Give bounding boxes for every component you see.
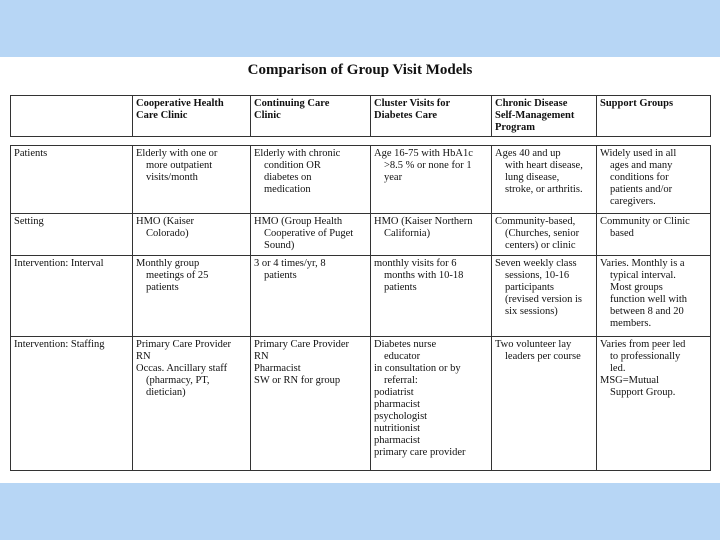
table-cell <box>597 256 711 336</box>
cell-line: Support Group. <box>610 386 676 398</box>
column-header-line: Support Groups <box>600 98 674 109</box>
table-cell <box>371 256 492 336</box>
cell-line: nutritionist <box>374 422 421 434</box>
table-row <box>11 146 711 214</box>
cell-line: Primary Care Provider <box>136 338 232 350</box>
table-cell <box>133 146 251 214</box>
cell-line: diabetes on <box>264 172 312 184</box>
cell-line: centers) or clinic <box>505 240 576 252</box>
cell-line: patients and/or <box>610 184 673 196</box>
column-header <box>492 96 597 137</box>
column-header <box>133 96 251 137</box>
table-cell <box>371 336 492 470</box>
cell-line: patients <box>146 282 179 294</box>
table-cell <box>251 336 371 470</box>
table-cell <box>492 336 597 470</box>
column-header-line: Cluster Visits for <box>374 98 451 109</box>
cell-line: Widely used in all <box>600 148 677 160</box>
cell-line: referral: <box>384 374 418 386</box>
column-header-line: Program <box>495 122 536 133</box>
table-cell <box>371 214 492 256</box>
cell-line: educator <box>384 350 421 362</box>
cell-line: patients <box>384 282 417 294</box>
cell-line: monthly visits for 6 <box>374 258 457 270</box>
cell-line: dietician) <box>146 386 186 398</box>
cell-line: typical interval. <box>610 270 676 282</box>
column-header <box>251 96 371 137</box>
slide <box>0 57 720 483</box>
column-header-line: Clinic <box>254 110 281 121</box>
cell-line: led. <box>610 362 626 374</box>
table-cell <box>251 256 371 336</box>
cell-line: participants <box>505 282 554 294</box>
table-cell <box>492 146 597 214</box>
header-corner <box>11 96 133 137</box>
comparison-table <box>10 95 711 471</box>
cell-line: Colorado) <box>146 228 189 240</box>
cell-line: patients <box>264 270 297 282</box>
cell-line: caregivers. <box>610 196 656 208</box>
cell-line: more outpatient <box>146 160 213 172</box>
column-header-line: Chronic Disease <box>495 98 568 109</box>
table-row <box>11 256 711 336</box>
cell-line: RN <box>254 350 269 362</box>
cell-line: in consultation or by <box>374 362 461 374</box>
column-header <box>597 96 711 137</box>
table-cell <box>251 214 371 256</box>
cell-line: based <box>610 228 634 240</box>
row-label: Setting <box>11 214 133 256</box>
header-gap <box>11 137 711 146</box>
page-title: Comparison of Group Visit Models <box>247 62 473 78</box>
cell-line: (revised version is <box>505 294 582 306</box>
column-header-line: Care Clinic <box>136 110 188 121</box>
cell-line: California) <box>384 228 431 240</box>
cell-line: leaders per course <box>505 350 581 362</box>
table-cell <box>597 214 711 256</box>
cell-line: with heart disease, <box>505 160 583 172</box>
cell-line: Elderly with one or <box>136 148 218 160</box>
column-header-line: Continuing Care <box>254 98 330 109</box>
cell-line: 3 or 4 times/yr, 8 <box>254 258 326 270</box>
cell-line: psychologist <box>374 410 428 422</box>
cell-line: function well with <box>610 294 687 306</box>
table-row <box>11 214 711 256</box>
column-header-line: Diabetes Care <box>374 110 438 121</box>
cell-line: primary care provider <box>374 446 466 458</box>
cell-line: Diabetes nurse <box>374 338 437 350</box>
cell-line: Occas. Ancillary staff <box>136 362 228 374</box>
cell-line: condition OR <box>264 160 321 172</box>
cell-line: year <box>384 172 403 184</box>
cell-line: Age 16-75 with HbA1c <box>374 148 473 160</box>
row-label: Intervention: Staffing <box>11 336 133 470</box>
cell-line: conditions for <box>610 172 669 184</box>
cell-line: SW or RN for group <box>254 374 341 386</box>
column-header-line: Cooperative Health <box>136 98 224 109</box>
cell-line: Varies. Monthly is a <box>600 258 685 270</box>
cell-line: Monthly group <box>136 258 200 270</box>
cell-line: lung disease, <box>505 172 560 184</box>
cell-line: Two volunteer lay <box>495 338 572 350</box>
column-header <box>371 96 492 137</box>
cell-line: pharmacist <box>374 434 421 446</box>
cell-line: between 8 and 20 <box>610 306 684 318</box>
cell-line: RN <box>136 350 151 362</box>
cell-line: ages and many <box>610 160 673 172</box>
cell-line: to professionally <box>610 350 681 362</box>
row-label: Patients <box>11 146 133 214</box>
cell-line: Seven weekly class <box>495 258 577 270</box>
cell-line: Cooperative of Puget <box>264 228 354 240</box>
cell-line: podiatrist <box>374 386 414 398</box>
table-cell <box>251 146 371 214</box>
cell-line: HMO (Kaiser Northern <box>374 216 473 228</box>
table-cell <box>133 256 251 336</box>
table-cell <box>371 146 492 214</box>
table-row <box>11 336 711 470</box>
cell-line: Community or Clinic <box>600 216 690 228</box>
cell-line: Ages 40 and up <box>495 148 561 160</box>
cell-line: six sessions) <box>505 306 558 318</box>
cell-line: medication <box>264 184 311 196</box>
cell-line: HMO (Group Health <box>254 216 343 228</box>
header-row <box>11 96 711 137</box>
cell-line: stroke, or arthritis. <box>505 184 583 196</box>
cell-line: Primary Care Provider <box>254 338 350 350</box>
cell-line: >8.5 % or none for 1 <box>384 160 472 172</box>
cell-line: meetings of 25 <box>146 270 209 282</box>
cell-line: visits/month <box>146 172 198 184</box>
cell-line: Most groups <box>610 282 663 294</box>
cell-line: Sound) <box>264 240 295 252</box>
cell-line: MSG=Mutual <box>600 374 660 386</box>
cell-line: pharmacist <box>374 398 421 410</box>
column-header-line: Self-Management <box>495 110 575 121</box>
table-cell <box>492 256 597 336</box>
cell-line: (pharmacy, PT, <box>146 374 210 386</box>
cell-line: Varies from peer led <box>600 338 686 350</box>
cell-line: members. <box>610 318 652 330</box>
row-label: Intervention: Interval <box>11 256 133 336</box>
table-cell <box>597 146 711 214</box>
cell-line: (Churches, senior <box>505 228 580 240</box>
table-cell <box>597 336 711 470</box>
cell-line: sessions, 10-16 <box>505 270 570 282</box>
cell-line: Elderly with chronic <box>254 148 341 160</box>
cell-line: HMO (Kaiser <box>136 216 195 228</box>
cell-line: Pharmacist <box>254 362 301 374</box>
table-cell <box>133 336 251 470</box>
cell-line: months with 10-18 <box>384 270 464 282</box>
cell-line: Community-based, <box>495 216 576 228</box>
table-cell <box>133 214 251 256</box>
table-cell <box>492 214 597 256</box>
